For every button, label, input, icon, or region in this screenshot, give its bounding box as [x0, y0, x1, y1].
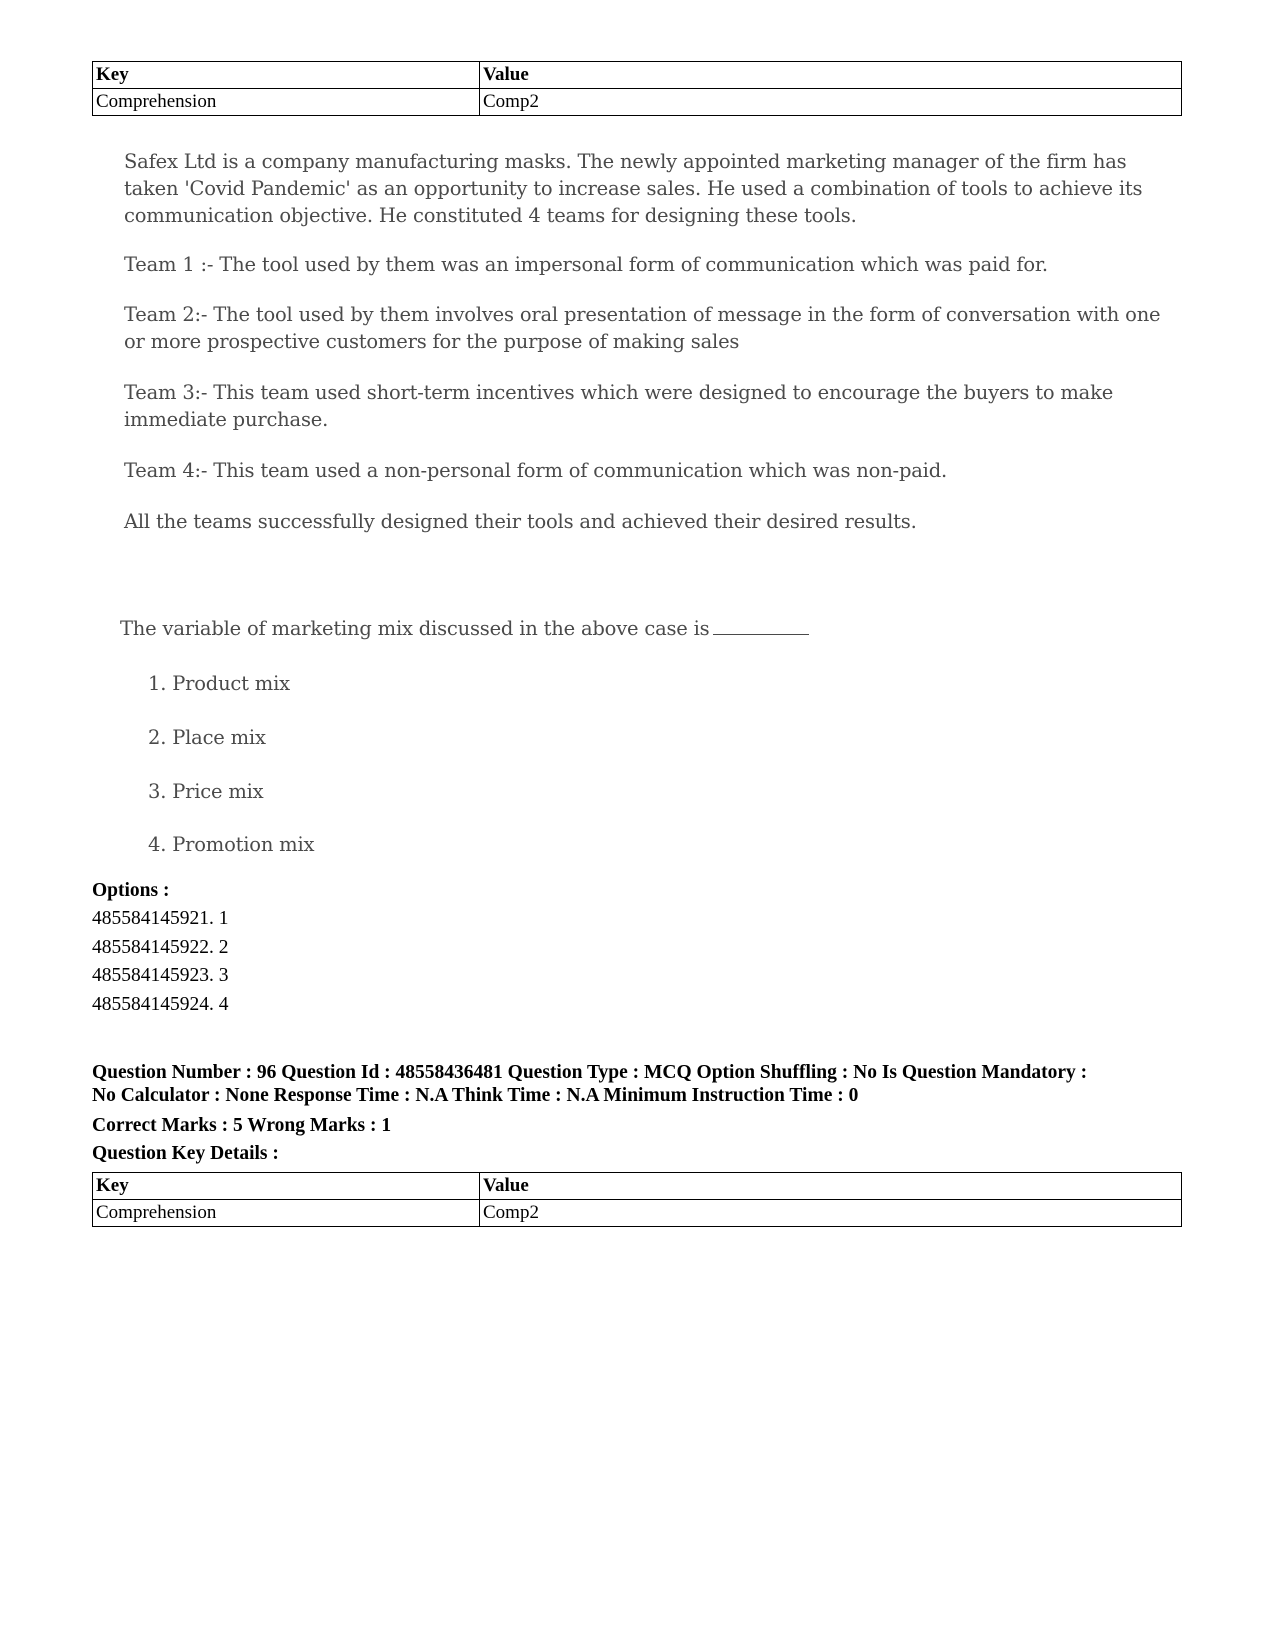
value-header: Value: [480, 62, 1182, 89]
answer-blank: [713, 616, 809, 635]
key-details-label: Question Key Details :: [92, 1143, 279, 1164]
case-intro-paragraph: Safex Ltd is a company manufacturing masks. The newly appointed marketing manager of the firm has taken 'Covid Pandemic' as an opportunity to increase sales. He used a combination of tools to achieve its communication objective. He constituted 4 teams for designing these tools.: [124, 150, 1143, 227]
team-4-paragraph: Team 4:- This team used a non-personal form of communication which was non-paid.: [124, 459, 947, 482]
team-1-paragraph: Team 1 :- The tool used by them was an impersonal form of communication which was paid for.: [124, 253, 1048, 276]
question-stem-text: The variable of marketing mix discussed in the above case is: [120, 617, 710, 640]
conclusion-paragraph: All the teams successfully designed their tools and achieved their desired results.: [124, 510, 917, 533]
question-stem: [120, 615, 1180, 642]
team-3-paragraph: Team 3:- This team used short-term incentives which were designed to encourage the buyers to make immediate purchase.: [124, 381, 1114, 431]
question-key-table: [92, 61, 1182, 116]
key-header: Key: [93, 1173, 480, 1200]
key-cell: Comprehension: [93, 89, 480, 116]
option-item: 485584145924. 4: [92, 993, 229, 1015]
choice-2: 2. Place mix: [148, 726, 266, 749]
question-meta: [92, 1061, 1202, 1107]
choice-4: 4. Promotion mix: [148, 833, 315, 856]
value-cell: Comp2: [480, 89, 1182, 116]
key-cell: Comprehension: [93, 1200, 480, 1227]
question-meta-line-2: No Calculator : None Response Time : N.A Think Time : N.A Minimum Instruction Time : 0: [92, 1085, 859, 1106]
question-key-table: [92, 1172, 1182, 1227]
table-row: [93, 1200, 1182, 1227]
table-row: [93, 89, 1182, 116]
choice-3: 3. Price mix: [148, 780, 264, 803]
question-meta-line-1: Question Number : 96 Question Id : 48558436481 Question Type : MCQ Option Shuffling : No Is Question Mandatory :: [92, 1062, 1088, 1083]
table-header-row: [93, 1173, 1182, 1200]
marks-line: Correct Marks : 5 Wrong Marks : 1: [92, 1115, 392, 1136]
options-list: [92, 905, 229, 1019]
option-item: 485584145923. 3: [92, 965, 229, 986]
table-header-row: [93, 62, 1182, 89]
choice-1: 1. Product mix: [148, 672, 290, 695]
options-label: Options :: [92, 880, 170, 901]
option-item: 485584145921. 1: [92, 908, 229, 929]
option-item: 485584145922. 2: [92, 936, 229, 958]
value-header: Value: [480, 1173, 1182, 1200]
value-cell: Comp2: [480, 1200, 1182, 1227]
team-2-paragraph: Team 2:- The tool used by them involves oral presentation of message in the form of conversation with one or more prospective customers for the purpose of making sales: [124, 303, 1161, 353]
key-header: Key: [93, 62, 480, 89]
